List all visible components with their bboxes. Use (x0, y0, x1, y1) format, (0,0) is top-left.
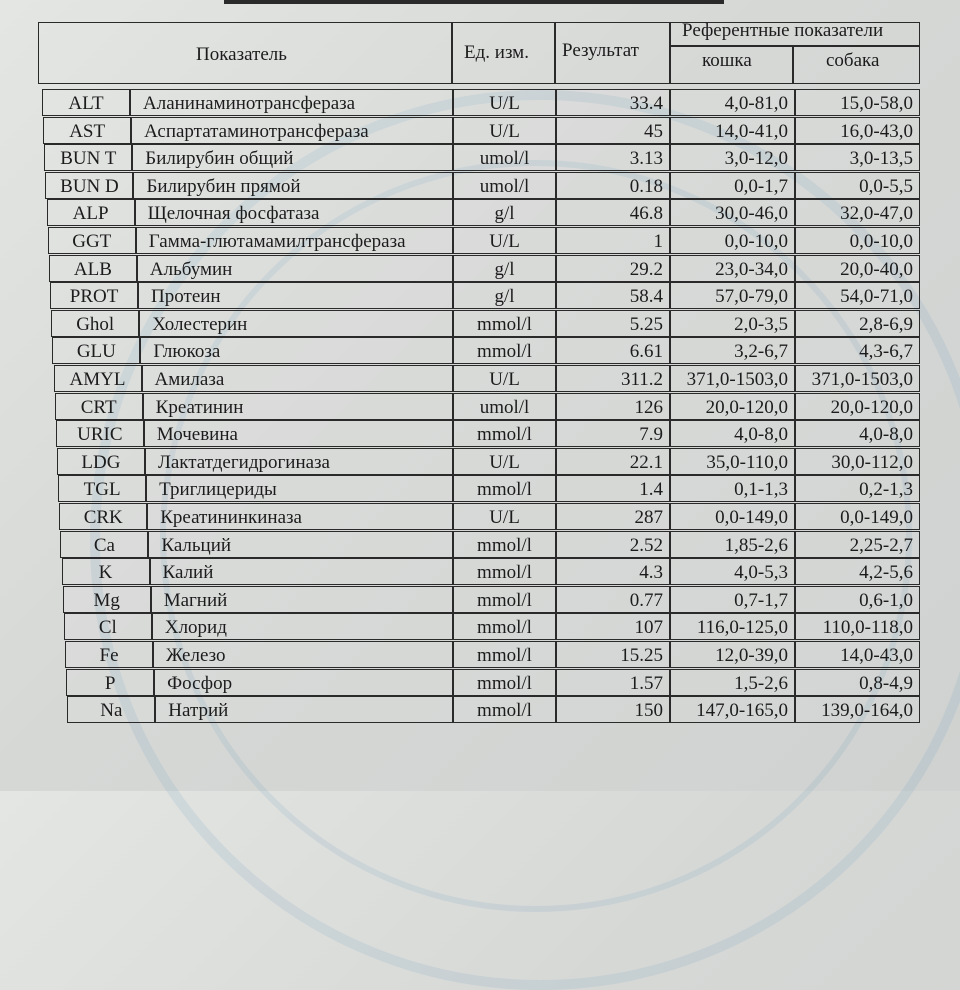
cell-result: 3.13 (556, 144, 670, 171)
cell-dog: 16,0-43,0 (795, 117, 920, 144)
cell-cat: 371,0-1503,0 (670, 365, 795, 392)
cell-name: Креатинин (143, 393, 453, 420)
cell-cat: 1,85-2,6 (670, 531, 795, 558)
cell-dog: 0,0-149,0 (795, 503, 920, 530)
cell-unit: mmol/l (453, 669, 556, 696)
header-reference: Референтные показатели (682, 20, 884, 41)
header-divider (792, 46, 794, 84)
cell-result: 287 (556, 503, 670, 530)
cell-cat: 0,0-10,0 (670, 227, 795, 254)
cell-name: Аланинаминотрансфераза (130, 89, 453, 116)
cell-unit: U/L (453, 503, 556, 530)
cell-dog: 3,0-13,5 (795, 144, 920, 171)
cell-code: P (66, 669, 154, 696)
header-indicator: Показатель (196, 44, 287, 65)
cell-name: Билирубин прямой (133, 172, 453, 199)
cell-unit: U/L (453, 365, 556, 392)
cell-dog: 4,3-6,7 (795, 337, 920, 364)
cell-unit: mmol/l (453, 696, 556, 723)
header-result: Результат (562, 40, 639, 61)
cell-cat: 3,0-12,0 (670, 144, 795, 171)
cell-unit: mmol/l (453, 641, 556, 668)
cell-cat: 35,0-110,0 (670, 448, 795, 475)
cell-cat: 147,0-165,0 (670, 696, 795, 723)
cell-name: Железо (153, 641, 453, 668)
cell-name: Билирубин общий (132, 144, 453, 171)
cell-code: Cl (64, 613, 152, 640)
cell-dog: 15,0-58,0 (795, 89, 920, 116)
cell-result: 107 (556, 613, 670, 640)
cell-code: PROT (50, 282, 138, 309)
cell-cat: 2,0-3,5 (670, 310, 795, 337)
cell-unit: mmol/l (453, 613, 556, 640)
cell-name: Триглицериды (146, 475, 453, 502)
cell-unit: U/L (453, 448, 556, 475)
cell-cat: 0,0-1,7 (670, 172, 795, 199)
cell-code: K (62, 558, 150, 585)
cell-result: 311.2 (556, 365, 670, 392)
cell-unit: U/L (453, 117, 556, 144)
cell-cat: 4,0-81,0 (670, 89, 795, 116)
header-divider (451, 22, 453, 84)
cell-result: 15.25 (556, 641, 670, 668)
cell-code: CRT (55, 393, 143, 420)
cell-result: 1.57 (556, 669, 670, 696)
cell-dog: 14,0-43,0 (795, 641, 920, 668)
cell-unit: U/L (453, 89, 556, 116)
header-divider (669, 45, 920, 47)
cell-unit: mmol/l (453, 531, 556, 558)
header-divider (669, 22, 671, 84)
cell-name: Глюкоза (140, 337, 453, 364)
cell-code: Fe (65, 641, 153, 668)
cell-unit: mmol/l (453, 337, 556, 364)
cell-code: AMYL (54, 365, 142, 392)
cell-name: Мочевина (144, 420, 453, 447)
cell-unit: g/l (453, 282, 556, 309)
cell-dog: 371,0-1503,0 (795, 365, 920, 392)
cell-cat: 30,0-46,0 (670, 199, 795, 226)
header-divider (554, 22, 556, 84)
cell-unit: umol/l (453, 393, 556, 420)
cell-name: Гамма-глютамамилтрансфераза (136, 227, 453, 254)
cell-code: Mg (63, 586, 151, 613)
cell-code: TGL (58, 475, 146, 502)
cell-code: AST (43, 117, 131, 144)
cell-dog: 2,25-2,7 (795, 531, 920, 558)
cell-result: 46.8 (556, 199, 670, 226)
cell-cat: 1,5-2,6 (670, 669, 795, 696)
cell-code: BUN D (45, 172, 133, 199)
cell-unit: mmol/l (453, 558, 556, 585)
header-cat: кошка (702, 50, 752, 71)
cell-name: Щелочная фосфатаза (135, 199, 453, 226)
cell-result: 4.3 (556, 558, 670, 585)
cell-cat: 23,0-34,0 (670, 255, 795, 282)
cell-result: 150 (556, 696, 670, 723)
cell-result: 7.9 (556, 420, 670, 447)
cell-result: 33.4 (556, 89, 670, 116)
cell-dog: 2,8-6,9 (795, 310, 920, 337)
cell-name: Кальций (148, 531, 453, 558)
cell-result: 1 (556, 227, 670, 254)
cell-cat: 0,7-1,7 (670, 586, 795, 613)
cell-code: ALT (42, 89, 130, 116)
cell-cat: 3,2-6,7 (670, 337, 795, 364)
cell-dog: 32,0-47,0 (795, 199, 920, 226)
cell-name: Холестерин (139, 310, 453, 337)
cell-unit: mmol/l (453, 420, 556, 447)
cell-name: Лактатдегидрогиназа (145, 448, 453, 475)
cell-result: 5.25 (556, 310, 670, 337)
cell-result: 0.77 (556, 586, 670, 613)
cell-code: URIC (56, 420, 144, 447)
cell-name: Магний (151, 586, 453, 613)
cell-name: Креатининкиназа (147, 503, 453, 530)
cell-result: 126 (556, 393, 670, 420)
cell-result: 1.4 (556, 475, 670, 502)
cell-dog: 4,2-5,6 (795, 558, 920, 585)
cell-cat: 116,0-125,0 (670, 613, 795, 640)
cell-unit: mmol/l (453, 586, 556, 613)
cell-dog: 0,0-5,5 (795, 172, 920, 199)
cell-result: 58.4 (556, 282, 670, 309)
cell-dog: 20,0-120,0 (795, 393, 920, 420)
cell-code: Na (67, 696, 155, 723)
cell-cat: 12,0-39,0 (670, 641, 795, 668)
cell-unit: g/l (453, 255, 556, 282)
cell-unit: mmol/l (453, 310, 556, 337)
cell-dog: 0,2-1,3 (795, 475, 920, 502)
cell-dog: 0,6-1,0 (795, 586, 920, 613)
cell-name: Протеин (138, 282, 453, 309)
cell-result: 22.1 (556, 448, 670, 475)
cell-dog: 0,8-4,9 (795, 669, 920, 696)
cell-dog: 0,0-10,0 (795, 227, 920, 254)
cell-code: ALP (47, 199, 135, 226)
cell-code: LDG (57, 448, 145, 475)
cell-name: Амилаза (142, 365, 454, 392)
cell-dog: 110,0-118,0 (795, 613, 920, 640)
cell-cat: 20,0-120,0 (670, 393, 795, 420)
cell-code: Ca (60, 531, 148, 558)
header-unit: Ед. изм. (464, 42, 529, 63)
cell-cat: 4,0-8,0 (670, 420, 795, 447)
cell-cat: 4,0-5,3 (670, 558, 795, 585)
cell-cat: 14,0-41,0 (670, 117, 795, 144)
cell-name: Альбумин (137, 255, 453, 282)
cell-unit: U/L (453, 227, 556, 254)
cell-code: GGT (48, 227, 136, 254)
cell-cat: 0,0-149,0 (670, 503, 795, 530)
cell-dog: 139,0-164,0 (795, 696, 920, 723)
cell-unit: umol/l (453, 172, 556, 199)
cell-name: Аспартатаминотрансфераза (131, 117, 453, 144)
cell-name: Калий (150, 558, 453, 585)
cell-code: ALB (49, 255, 137, 282)
cell-result: 2.52 (556, 531, 670, 558)
cell-name: Хлорид (152, 613, 453, 640)
cell-cat: 57,0-79,0 (670, 282, 795, 309)
cell-result: 29.2 (556, 255, 670, 282)
cell-result: 6.61 (556, 337, 670, 364)
header-dog: собака (826, 50, 880, 71)
cell-name: Натрий (155, 696, 453, 723)
cell-dog: 4,0-8,0 (795, 420, 920, 447)
cell-code: BUN T (44, 144, 132, 171)
cell-code: CRK (59, 503, 147, 530)
cell-dog: 30,0-112,0 (795, 448, 920, 475)
cell-unit: g/l (453, 199, 556, 226)
cell-dog: 54,0-71,0 (795, 282, 920, 309)
cell-result: 45 (556, 117, 670, 144)
cell-name: Фосфор (154, 669, 453, 696)
cell-cat: 0,1-1,3 (670, 475, 795, 502)
cell-unit: mmol/l (453, 475, 556, 502)
cell-dog: 20,0-40,0 (795, 255, 920, 282)
cell-code: Ghol (51, 310, 139, 337)
cell-code: GLU (52, 337, 140, 364)
cell-unit: umol/l (453, 144, 556, 171)
cell-result: 0.18 (556, 172, 670, 199)
